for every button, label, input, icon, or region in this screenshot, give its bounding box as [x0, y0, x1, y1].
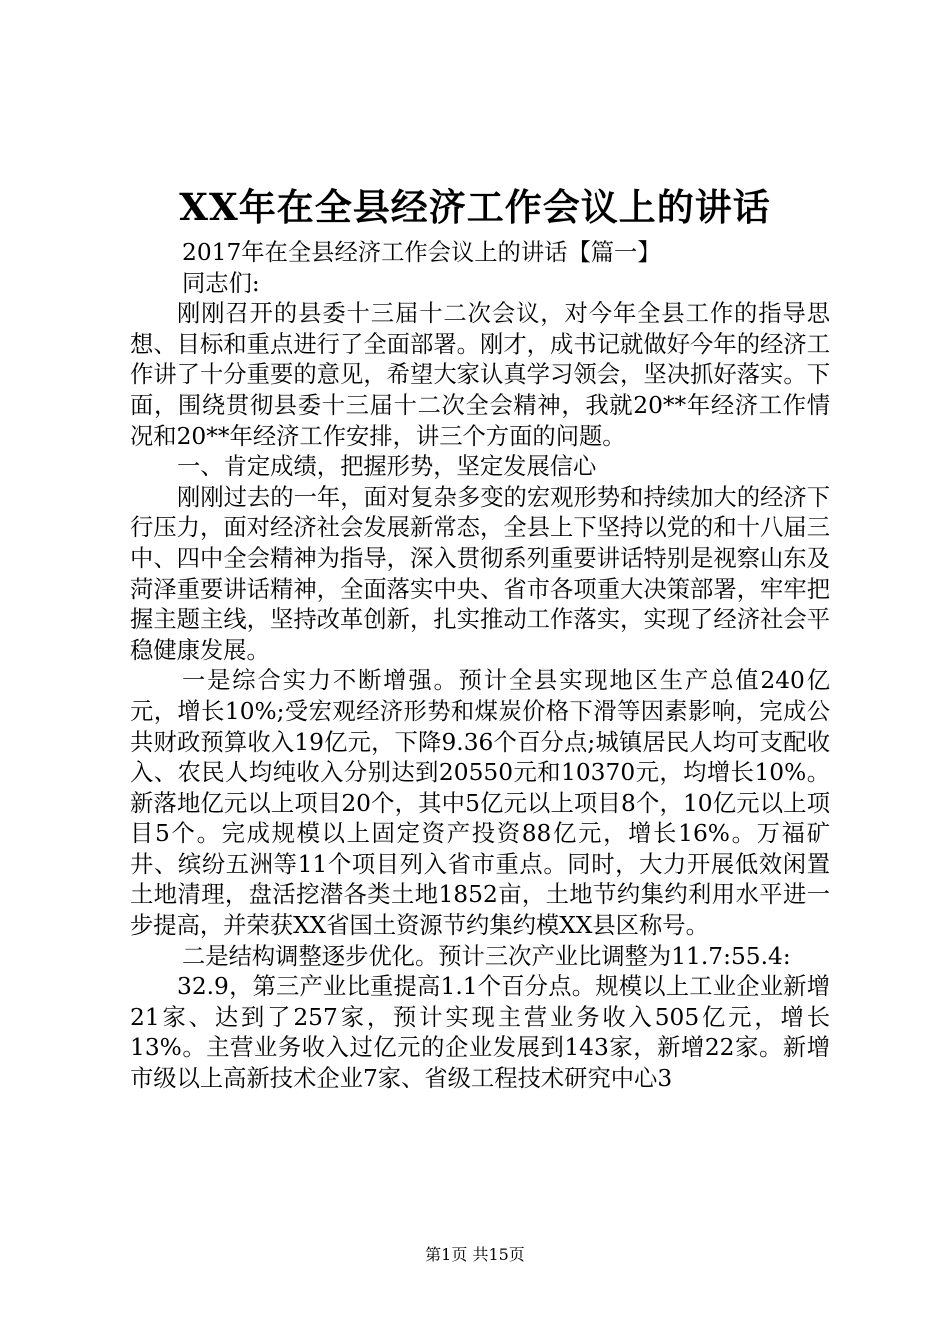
document-body	[130, 238, 830, 1095]
paragraph: 32.9，第三产业比重提高1.1个百分点。规模以上工业企业新增21家、达到了257家，预计实现主营业务收入505亿元，增长13%。主营业务收入过亿元的企业发展到143家，新增22家。新增市级以上高新技术企业7家、省级工程技术研究中心3	[130, 973, 830, 1093]
paragraph: 二是结构调整逐步优化。预计三次产业比调整为11.7:55.4:	[182, 942, 791, 970]
section-heading: 一、肯定成绩，把握形势，坚定发展信心	[177, 453, 597, 481]
paragraph: 一是综合实力不断增强。预计全县实现地区生产总值240亿元，增长10%;受宏观经济形势和煤炭价格下滑等因素影响，完成公共财政预算收入19亿元，下降9.36个百分点;城镇居民人均可支配收入、农民人均纯收入分别达到20550元和10370元，均增长10%。新落地亿元以上项目20个，其中5亿元以上项目8个，10亿元以上项目5个。完成规模以上固定资产投资88亿元，增长16%。万福矿井、缤纷五洲等11个项目列入省市重点。同时，大力开展低效闲置土地清理，盘活挖潜各类土地1852亩，土地节约集约利用水平进一步提高，并荣获XX省国土资源节约集约模XX县区称号。	[130, 667, 830, 940]
page-number: 第1页 共15页	[425, 1245, 525, 1264]
paragraph: 刚刚召开的县委十三届十二次会议，对今年全县工作的指导思想、目标和重点进行了全面部署。刚才，成书记就做好今年的经济工作讲了十分重要的意见，希望大家认真学习领会，坚决抓好落实。下面，围绕贯彻县委十三届十二次全会精神，我就20**年经济工作情况和20**年经济工作安排，讲三个方面的问题。	[130, 300, 830, 450]
paragraph: 刚刚过去的一年，面对复杂多变的宏观形势和持续加大的经济下行压力，面对经济社会发展新常态，全县上下坚持以党的和十八届三中、四中全会精神为指导，深入贯彻系列重要讲话特别是视察山东及菏泽重要讲话精神，全面落实中央、省市各项重大决策部署，牢牢把握主题主线，坚持改革创新，扎实推动工作落实，实现了经济社会平稳健康发展。	[130, 483, 830, 664]
salutation: 同志们:	[182, 269, 260, 297]
section-heading: 2017年在全县经济工作会议上的讲话【篇一】	[182, 239, 661, 266]
document-title: XX年在全县经济工作会议上的讲话	[179, 185, 771, 229]
